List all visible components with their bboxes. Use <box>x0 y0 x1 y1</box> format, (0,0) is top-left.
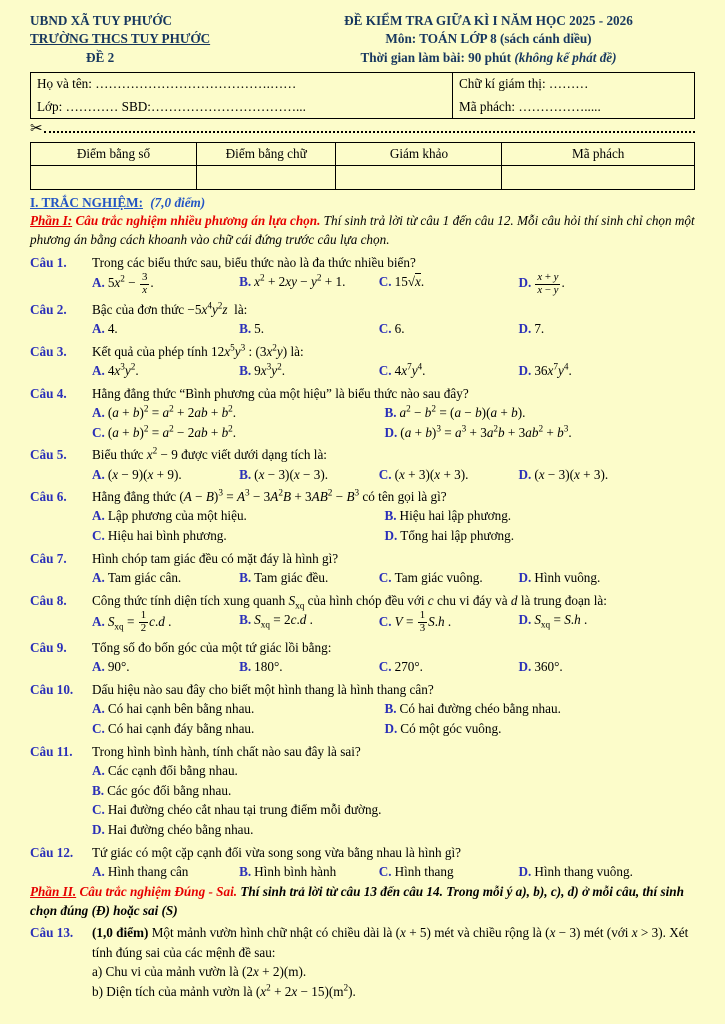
option-label: D. <box>92 822 105 838</box>
cut-line <box>30 122 695 137</box>
option-label: D. <box>518 659 532 675</box>
option-b <box>384 699 695 719</box>
option-label: A. <box>92 570 105 586</box>
score-header-examiner: Giám khảo <box>336 143 502 166</box>
option-text: Hiệu hai lập phương. <box>399 508 512 524</box>
option-b <box>239 272 379 297</box>
option-c <box>379 465 519 485</box>
duration-note: (không kể phát đề) <box>514 49 617 65</box>
question-text: Công thức tính diện tích xung quanh $S_{xq}$ của hình chóp đều với c chu vi đáy và d là trung đoạn là: <box>92 593 607 611</box>
part-1-intro <box>30 212 695 249</box>
question-number: Câu 6. <box>30 489 67 505</box>
statement-b: b) Diện tích của mảnh vườn là $(x^2 + 2x - 15)(m^2)$. <box>92 982 356 1000</box>
option-text: 6. <box>394 320 405 336</box>
option-label: C. <box>378 864 392 880</box>
question-text: Dấu hiệu nào sau đây cho biết một hình thang là hình thang cân? <box>92 681 434 697</box>
part-1-label: Phần I: <box>30 213 73 229</box>
score-header-code: Mã phách <box>502 143 695 166</box>
option-text: (x − 3)(x + 3). <box>534 466 609 482</box>
header-right <box>282 12 695 67</box>
option-d <box>519 319 695 339</box>
option-label: A. <box>92 404 105 420</box>
score-table <box>30 142 695 190</box>
option-text: $(a + b)^2 = a^2 + 2ab + b^2$. <box>107 403 237 420</box>
option-label: A. <box>92 320 105 336</box>
score-cell-empty <box>31 166 197 190</box>
question-number: Câu 4. <box>30 385 67 401</box>
question-text: (1,0 điểm) Một mảnh vườn hình chữ nhật có chiều dài là (x + 5) mét và chiều rộng là (x − 3) mét (với x > 3). Xét tính đúng sai của các mệnh đề sau: <box>92 925 689 960</box>
option-text: 15√x. <box>394 273 425 289</box>
score-header-number: Điểm bằng số <box>31 143 197 166</box>
option-c <box>379 862 519 882</box>
exam-code: ĐỀ 2 <box>86 49 115 65</box>
option-b <box>239 361 379 381</box>
option-d <box>384 719 695 739</box>
org-name-line1: UBND XÃ TUY PHƯỚC <box>30 13 173 28</box>
question-number: Câu 5. <box>30 447 67 463</box>
option-b <box>384 403 695 423</box>
header-left <box>30 12 282 67</box>
option-a <box>92 403 384 423</box>
option-label: B. <box>239 570 252 586</box>
question-text: Bậc của đơn thức $-5x^4y^2z$ là: <box>92 300 248 317</box>
question-number: Câu 2. <box>30 301 67 317</box>
option-a <box>92 761 695 781</box>
answer-options <box>92 610 695 635</box>
answer-options <box>92 862 695 882</box>
option-label: A. <box>92 762 105 778</box>
part-2-instructions: Thí sinh trả lời từ câu 13 đến câu 14. Trong mỗi ý a), b), c), d) ở mỗi câu, thí sinh chọn đúng (Đ) hoặc sai (S) <box>30 883 684 918</box>
option-label: D. <box>518 275 532 291</box>
option-text: $36x^7y^4$. <box>534 361 572 378</box>
question-text: Biểu thức $x^2 - 9$ được viết dưới dạng tích là: <box>92 446 327 463</box>
score-table-empty-row <box>31 166 695 190</box>
score-header-words: Điểm bằng chữ <box>197 143 336 166</box>
student-name-field: Họ và tên: ………………………………….…… <box>37 76 297 92</box>
question-7 <box>30 549 695 588</box>
question-number: Câu 3. <box>30 343 67 359</box>
option-label: D. <box>384 720 398 736</box>
option-text: (x + 3)(x + 3). <box>394 466 469 482</box>
option-d <box>384 423 695 443</box>
option-label: A. <box>92 466 105 482</box>
option-a <box>92 506 384 526</box>
option-text: $(a + b)^2 = a^2 - 2ab + b^2$. <box>107 423 237 440</box>
answer-options <box>92 699 695 739</box>
option-label: A. <box>92 275 105 291</box>
option-a <box>92 568 239 588</box>
question-12 <box>30 843 695 882</box>
option-text: $\frac{x + y}{x - y}$ . <box>537 270 565 296</box>
org-name-line2: TRƯỜNG THCS TUY PHƯỚC <box>30 31 211 47</box>
answer-options <box>92 465 695 485</box>
question-9 <box>30 638 695 677</box>
scissors-icon: ✂ <box>30 121 43 138</box>
answer-options <box>92 319 695 339</box>
option-label: C. <box>378 362 392 378</box>
option-label: B. <box>239 273 252 289</box>
option-b <box>239 862 379 882</box>
option-c <box>92 423 384 443</box>
option-text: 90°. <box>107 659 130 675</box>
option-text: $S_{xq} = 2c.d$ . <box>254 612 313 630</box>
question-number: Câu 9. <box>30 639 67 655</box>
score-cell-empty <box>502 166 695 190</box>
option-a <box>92 862 239 882</box>
question-number: Câu 12. <box>30 844 74 860</box>
question-text: Kết quả của phép tính $12x^5y^3$ : $(3x^2y)$ là: <box>92 342 304 359</box>
option-text: Hình vuông. <box>534 570 601 586</box>
option-text: $x^2 + 2xy - y^2 + 1$. <box>254 272 346 289</box>
option-label: A. <box>92 659 105 675</box>
option-label: C. <box>92 720 105 736</box>
option-text: 360°. <box>534 659 563 675</box>
option-text: Hai đường chéo bằng nhau. <box>107 822 254 838</box>
option-a <box>92 319 239 339</box>
option-text: Hình thang cân <box>107 864 189 880</box>
option-text: $(a + b)^3 = a^3 + 3a^2b + 3ab^2 + b^3$. <box>400 423 572 440</box>
option-d <box>519 610 695 635</box>
option-label: B. <box>239 320 252 336</box>
option-c <box>379 319 519 339</box>
option-text: Có hai cạnh đáy bằng nhau. <box>107 720 255 736</box>
option-text: Các cạnh đối bằng nhau. <box>107 762 238 778</box>
option-label: C. <box>378 320 392 336</box>
option-label: B. <box>239 362 252 378</box>
answer-options <box>92 568 695 588</box>
option-label: B. <box>239 864 252 880</box>
option-label: C. <box>378 570 392 586</box>
option-text: V = $\frac{1}{3}$ S.h . <box>394 609 452 635</box>
question-13 <box>30 923 695 1002</box>
option-text: Tam giác đều. <box>254 570 329 586</box>
option-label: D. <box>384 424 398 440</box>
question-6 <box>30 487 695 546</box>
question-text: Hằng đẳng thức “Bình phương của một hiệu” là biểu thức nào sau đây? <box>92 385 469 401</box>
question-text: Trong hình bình hành, tính chất nào sau đây là sai? <box>92 743 361 759</box>
duration-value: 90 phút <box>468 49 512 65</box>
option-text: Tam giác cân. <box>107 570 182 586</box>
score-table-header-row <box>31 143 695 166</box>
option-text: $a^2 - b^2 = (a - b)(a + b)$. <box>399 403 526 420</box>
option-b <box>384 506 695 526</box>
section-1-points: (7,0 điểm) <box>150 195 206 211</box>
option-a <box>92 610 239 635</box>
question-8 <box>30 591 695 635</box>
option-a <box>92 657 239 677</box>
option-label: B. <box>239 466 252 482</box>
answer-options <box>92 506 695 546</box>
option-label: D. <box>518 612 532 628</box>
option-d <box>519 657 695 677</box>
question-text: Trong các biểu thức sau, biểu thức nào là đa thức nhiều biến? <box>92 254 416 270</box>
option-text: 4. <box>107 320 118 336</box>
option-b <box>92 781 695 801</box>
option-a <box>92 699 384 719</box>
option-label: B. <box>239 612 252 628</box>
exam-title: ĐỀ KIỂM TRA GIỮA KÌ I NĂM HỌC 2025 - 2026 <box>344 13 633 28</box>
question-text: Hằng đẳng thức $(A - B)^3 = A^3 - 3A^2B + 3AB^2 - B^3$ có tên gọi là gì? <box>92 487 447 505</box>
option-c <box>379 610 519 635</box>
option-c <box>92 800 695 820</box>
question-5 <box>30 445 695 484</box>
option-label: D. <box>518 320 532 336</box>
option-label: B. <box>239 659 252 675</box>
option-c <box>92 719 384 739</box>
part-1-instructions: Thí sinh trả lời từ câu 1 đến câu 12. Mỗi câu hỏi thí sinh chỉ chọn một phương án bằng cách khoanh vào chữ cái đứng trước câu lựa chọn. <box>30 213 695 248</box>
option-label: B. <box>384 701 397 717</box>
option-text: 270°. <box>394 659 423 675</box>
option-label: B. <box>384 404 397 420</box>
option-label: D. <box>518 362 532 378</box>
option-label: D. <box>518 466 532 482</box>
score-cell-empty <box>336 166 502 190</box>
option-d <box>519 465 695 485</box>
option-a <box>92 361 239 381</box>
option-d <box>519 862 695 882</box>
option-text: $4x^7y^4$. <box>394 361 426 378</box>
option-b <box>239 465 379 485</box>
option-label: C. <box>378 613 392 629</box>
option-label: A. <box>92 864 105 880</box>
question-number: Câu 7. <box>30 551 67 567</box>
option-label: C. <box>378 273 392 289</box>
option-label: D. <box>518 570 532 586</box>
option-text: (x − 3)(x − 3). <box>254 466 329 482</box>
option-text: Hình thang <box>394 864 454 880</box>
option-text: Tam giác vuông. <box>394 570 483 586</box>
option-label: A. <box>92 362 105 378</box>
option-text: (x − 9)(x + 9). <box>107 466 182 482</box>
question-number: Câu 13. <box>30 925 74 941</box>
option-label: B. <box>384 508 397 524</box>
question-2 <box>30 300 695 339</box>
statement-a: a) Chu vi của mảnh vườn là (2x + 2)(m). <box>92 963 307 979</box>
question-text: Tứ giác có một cặp cạnh đối vừa song song vừa bằng nhau là hình gì? <box>92 844 461 860</box>
option-c <box>379 657 519 677</box>
option-label: A. <box>92 613 105 629</box>
option-label: A. <box>92 508 105 524</box>
option-d <box>92 820 695 840</box>
answer-options <box>92 361 695 381</box>
cut-dotted-rule <box>44 131 695 133</box>
question-10 <box>30 680 695 739</box>
option-text: 5. <box>254 320 265 336</box>
answer-options <box>92 403 695 443</box>
section-1-heading <box>30 195 695 211</box>
answer-options <box>92 272 695 297</box>
option-text: 7. <box>534 320 545 336</box>
part-1-lead: Câu trắc nghiệm nhiều phương án lựa chọn. <box>75 213 321 229</box>
option-label: C. <box>92 802 105 818</box>
option-text: Hai đường chéo cắt nhau tại trung điểm mỗi đường. <box>107 802 382 818</box>
option-text: Hiệu hai bình phương. <box>107 528 227 544</box>
part-2-lead: Câu trắc nghiệm Đúng - Sai. <box>79 883 238 899</box>
answer-options <box>92 657 695 677</box>
option-text: Có một góc vuông. <box>400 720 502 736</box>
option-label: B. <box>92 782 105 798</box>
duration-label: Thời gian làm bài: <box>360 49 465 65</box>
question-number: Câu 11. <box>30 743 73 759</box>
option-d <box>384 526 695 546</box>
exam-duration <box>282 49 695 67</box>
option-text: Các góc đối bằng nhau. <box>107 782 232 798</box>
option-b <box>239 610 379 635</box>
option-c <box>92 526 384 546</box>
invigilator-signature-field: Chữ kí giám thị: ……… <box>452 73 694 95</box>
option-a <box>92 465 239 485</box>
option-d <box>519 568 695 588</box>
option-label: A. <box>92 701 105 717</box>
option-label: C. <box>378 659 392 675</box>
class-sbd-field: Lớp: ………… SBD:……………………………... <box>37 98 306 114</box>
answer-options <box>92 761 695 840</box>
option-text: Có hai cạnh bên bằng nhau. <box>107 701 255 717</box>
part-2-intro <box>30 883 695 920</box>
option-c <box>379 361 519 381</box>
part-2-label: Phần II. <box>30 883 77 899</box>
option-label: D. <box>384 528 398 544</box>
option-text: $4x^3y^2$. <box>107 361 139 378</box>
option-c <box>379 272 519 297</box>
question-1 <box>30 253 695 297</box>
option-b <box>239 568 379 588</box>
option-label: C. <box>378 466 392 482</box>
option-text: Tổng hai lập phương. <box>400 528 515 544</box>
section-1-title: I. TRẮC NGHIỆM: <box>30 195 143 211</box>
option-text: Hình bình hành <box>254 864 337 880</box>
question-number: Câu 10. <box>30 681 74 697</box>
option-a <box>92 272 239 297</box>
document-header <box>30 12 695 67</box>
question-11 <box>30 742 695 840</box>
question-number: Câu 8. <box>30 593 67 608</box>
option-text: $S_{xq} = S.h$ . <box>534 612 588 630</box>
option-text: 180°. <box>254 659 283 675</box>
option-text: Lập phương của một hiệu. <box>107 508 247 524</box>
option-d <box>519 272 695 297</box>
question-4 <box>30 384 695 443</box>
exam-subject: Môn: TOÁN LỚP 8 (sách cánh diều) <box>385 31 592 47</box>
option-label: C. <box>92 528 105 544</box>
option-text: $S_{xq}$ = $\frac{1}{2}$ c.d . <box>107 609 172 635</box>
code-field: Mã phách: ……………..... <box>452 96 694 118</box>
question-text: Hình chóp tam giác đều có mặt đáy là hình gì? <box>92 551 339 567</box>
student-info-box <box>30 72 695 119</box>
option-b <box>239 657 379 677</box>
score-cell-empty <box>197 166 336 190</box>
option-text: $5x^2$ − $\frac{3}{x}$ . <box>107 270 154 296</box>
option-label: D. <box>518 864 532 880</box>
option-c <box>379 568 519 588</box>
option-text: $9x^3y^2$. <box>254 361 286 378</box>
question-text: Tổng số đo bốn góc của một tứ giác lồi bằng: <box>92 639 332 655</box>
question-3 <box>30 342 695 381</box>
option-text: Hình thang vuông. <box>534 864 633 880</box>
question-number: Câu 1. <box>30 254 67 270</box>
option-text: Có hai đường chéo bằng nhau. <box>399 701 561 717</box>
option-label: C. <box>92 424 105 440</box>
option-d <box>519 361 695 381</box>
option-b <box>239 319 379 339</box>
